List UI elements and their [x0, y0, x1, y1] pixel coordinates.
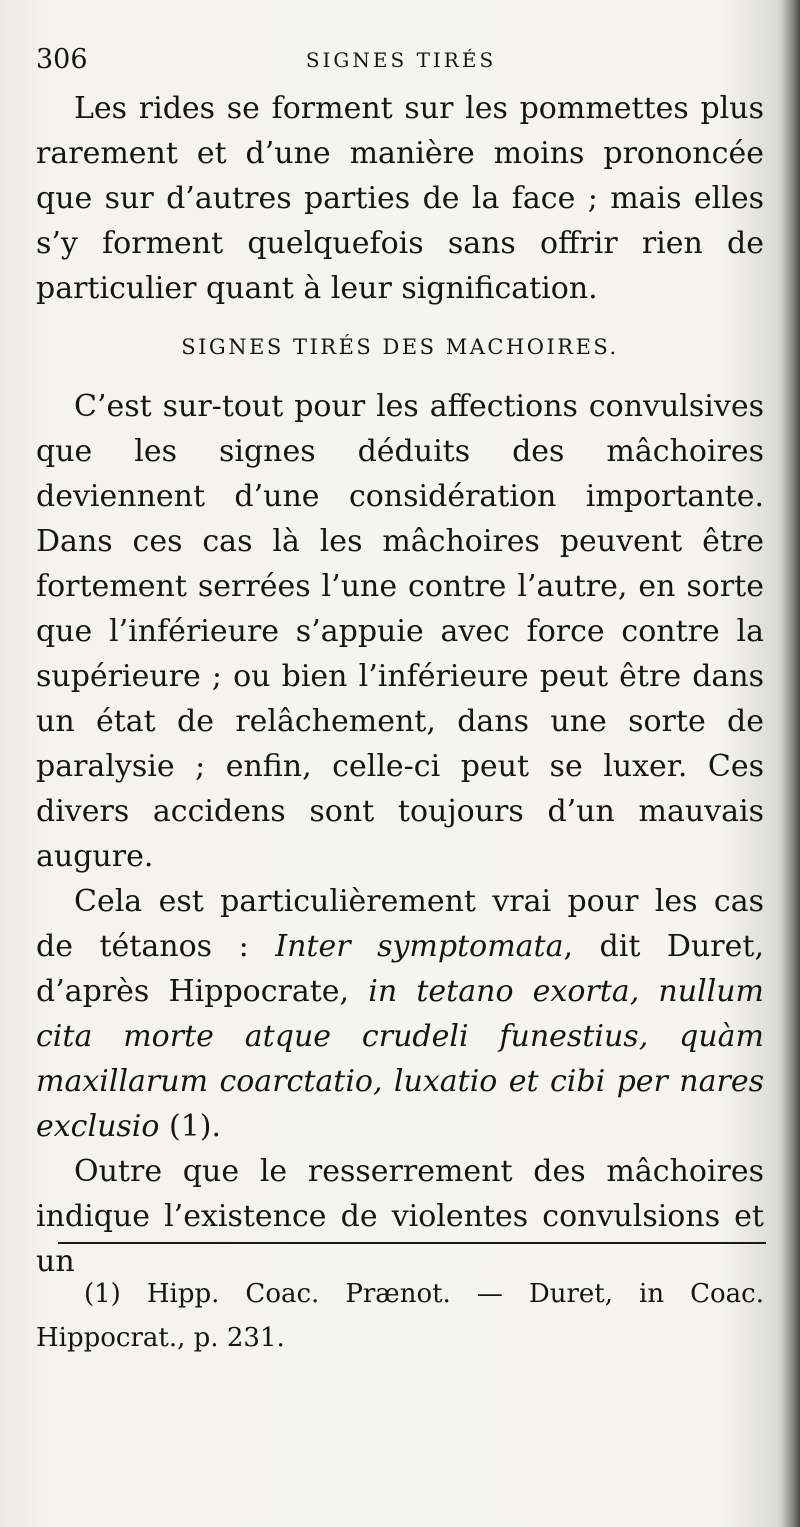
footnote-rule — [58, 1242, 766, 1244]
paragraph-3-start: Cela est particulièrement vrai pour les cas de tétanos : — [36, 884, 764, 964]
page-number: 306 — [36, 44, 88, 75]
page-header — [36, 44, 766, 78]
paragraph-3 — [36, 879, 764, 1149]
page-edge-shadow — [782, 0, 800, 1527]
paragraph-3-end: (1). — [159, 1109, 222, 1144]
section-heading: SIGNES TIRÉS DES MACHOIRES. — [181, 335, 619, 359]
page-body — [36, 86, 764, 1284]
running-title: SIGNES TIRÉS — [305, 48, 497, 72]
paragraph-4: Outre que le resserrement des mâchoires indique l’existence de violentes convulsions et un — [36, 1154, 764, 1279]
latin-phrase-1: Inter symptomata — [275, 929, 564, 964]
footnote — [36, 1272, 764, 1360]
latin-quotation: in tetano exorta, nullum cita morte atque crudeli funestius, quàm maxillarum coarctatio, luxatio et cibi per nares exclusio — [36, 974, 765, 1144]
footnote-text: (1) Hipp. Coac. Prænot. — Duret, in Coac. Hippocrat., p. 231. — [36, 1279, 764, 1353]
paragraph-3-middle: , dit Duret, d’après Hippocrate, — [36, 929, 764, 1009]
paragraph-2: C’est sur-tout pour les affections convulsives que les signes déduits des mâchoires deviennent d’une considération importante. Dans ces cas là les mâchoires peuvent être fortement serrées l’une contre l’autre, en sorte que l’inférieure s’appuie avec force contre la supérieure ; ou bien l’inférieure peut être dans un état de relâchement, dans une sorte de paralysie ; enfin, celle-ci peut se luxer. Ces divers accidens sont toujours d’un mauvais augure. — [36, 389, 764, 874]
paragraph-1: Les rides se forment sur les pommettes plus rarement et d’une manière moins prononcée que sur d’autres parties de la face ; mais elles s’y forment quelquefois sans offrir rien de particulier quant à leur signification. — [36, 91, 764, 306]
